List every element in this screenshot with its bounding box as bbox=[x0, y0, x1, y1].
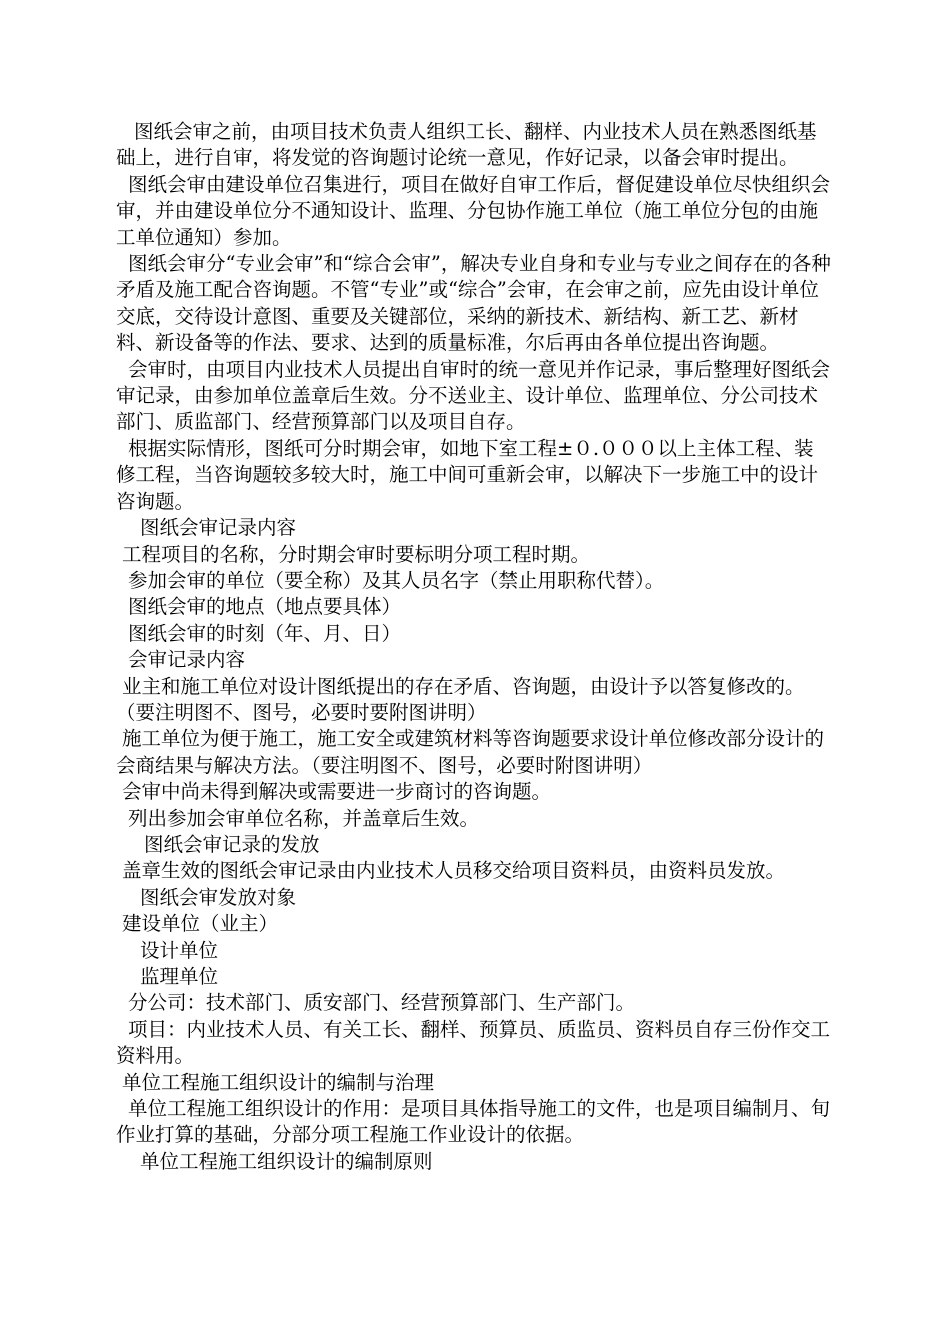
section-heading: 图纸会审发放对象 bbox=[140, 885, 297, 909]
list-item: 监理单位 bbox=[140, 965, 219, 988]
paragraph: 施工单位为便于施工，施工安全或建筑材料等咨询题要求设计单位修改部分设计的会商结果与解决方法。（要注明图不、图号，必要时附图讲明） bbox=[116, 727, 825, 777]
list-item: 项目：内业技术人员、有关工长、翻样、预算员、质监员、资料员自存三份作交工资料用。 bbox=[116, 1017, 831, 1068]
paragraph: 单位工程施工组织设计的作用：是项目具体指导施工的文件，也是项目编制月、旬作业打算的基础，分部分项工程施工作业设计的依据。 bbox=[116, 1097, 831, 1147]
section-heading: 图纸会审记录内容 bbox=[140, 516, 297, 540]
section-heading: 会审记录内容 bbox=[128, 648, 246, 672]
paragraph: 业主和施工单位对设计图纸提出的存在矛盾、咨询题，由设计予以答复修改的。（要注明图不、图号，必要时要附图讲明） bbox=[116, 674, 805, 724]
section-heading: 单位工程施工组织设计的编制原则 bbox=[140, 1149, 433, 1173]
paragraph: 根据实际情形，图纸可分时期会审，如地下室工程±０.０００以上主体工程、装修工程，当咨询题较多较大时，施工中间可重新会审，以解决下一步施工中的设计咨询题。 bbox=[116, 436, 819, 513]
paragraph: 图纸会审由建设单位召集进行，项目在做好自审工作后，督促建设单位尽快组织会审，并由建设单位分不通知设计、监理、分包协作施工单位（施工单位分包的由施工单位通知）参加。 bbox=[116, 172, 831, 249]
paragraph: 会审中尚未得到解决或需要进一步商讨的咨询题。 bbox=[122, 780, 552, 804]
section-heading: 单位工程施工组织设计的编制与治理 bbox=[122, 1070, 435, 1094]
paragraph: 图纸会审分“专业会审”和“综合会审”，解决专业自身和专业与专业之间存在的各种矛盾及施工配合咨询题。不管“专业”或“综合”会审，在会审之前，应先由设计单位交底，交待设计意图、重要及关键部位，采纳的新技术、新结构、新工艺、新材料、新设备等的作法、要求、达到的质量标准，尔后再由各单位提出咨询题。 bbox=[116, 252, 831, 355]
paragraph: 参加会审的单位（要全称）及其人员名字（禁止用职称代替）。 bbox=[128, 568, 665, 592]
paragraph: 工程项目的名称，分时期会审时要标明分项工程时期。 bbox=[122, 542, 591, 566]
paragraph: 图纸会审的时刻（年、月、日） bbox=[128, 621, 402, 645]
paragraph: 会审时，由项目内业技术人员提出自审时的统一意见并作记录，事后整理好图纸会审记录，由参加单位盖章后生效。分不送业主、设计单位、监理单位、分公司技术部门、质监部门、经营预算部门以及项目自存。 bbox=[116, 357, 831, 434]
paragraph: 图纸会审的地点（地点要具体） bbox=[128, 595, 402, 619]
section-heading: 图纸会审记录的发放 bbox=[144, 832, 320, 856]
paragraph: 盖章生效的图纸会审记录由内业技术人员移交给项目资料员，由资料员发放。 bbox=[122, 859, 786, 883]
document-body bbox=[116, 119, 832, 1175]
list-item: 建设单位（业主） bbox=[122, 912, 279, 936]
list-item: 设计单位 bbox=[140, 938, 219, 962]
list-item: 分公司：技术部门、质安部门、经营预算部门、生产部门。 bbox=[128, 991, 636, 1015]
paragraph: 列出参加会审单位名称，并盖章后生效。 bbox=[128, 806, 480, 830]
paragraph: 图纸会审之前，由项目技术负责人组织工长、翻样、内业技术人员在熟悉图纸基础上，进行自审，将发觉的咨询题讨论统一意见，作好记录，以备会审时提出。 bbox=[116, 120, 817, 170]
